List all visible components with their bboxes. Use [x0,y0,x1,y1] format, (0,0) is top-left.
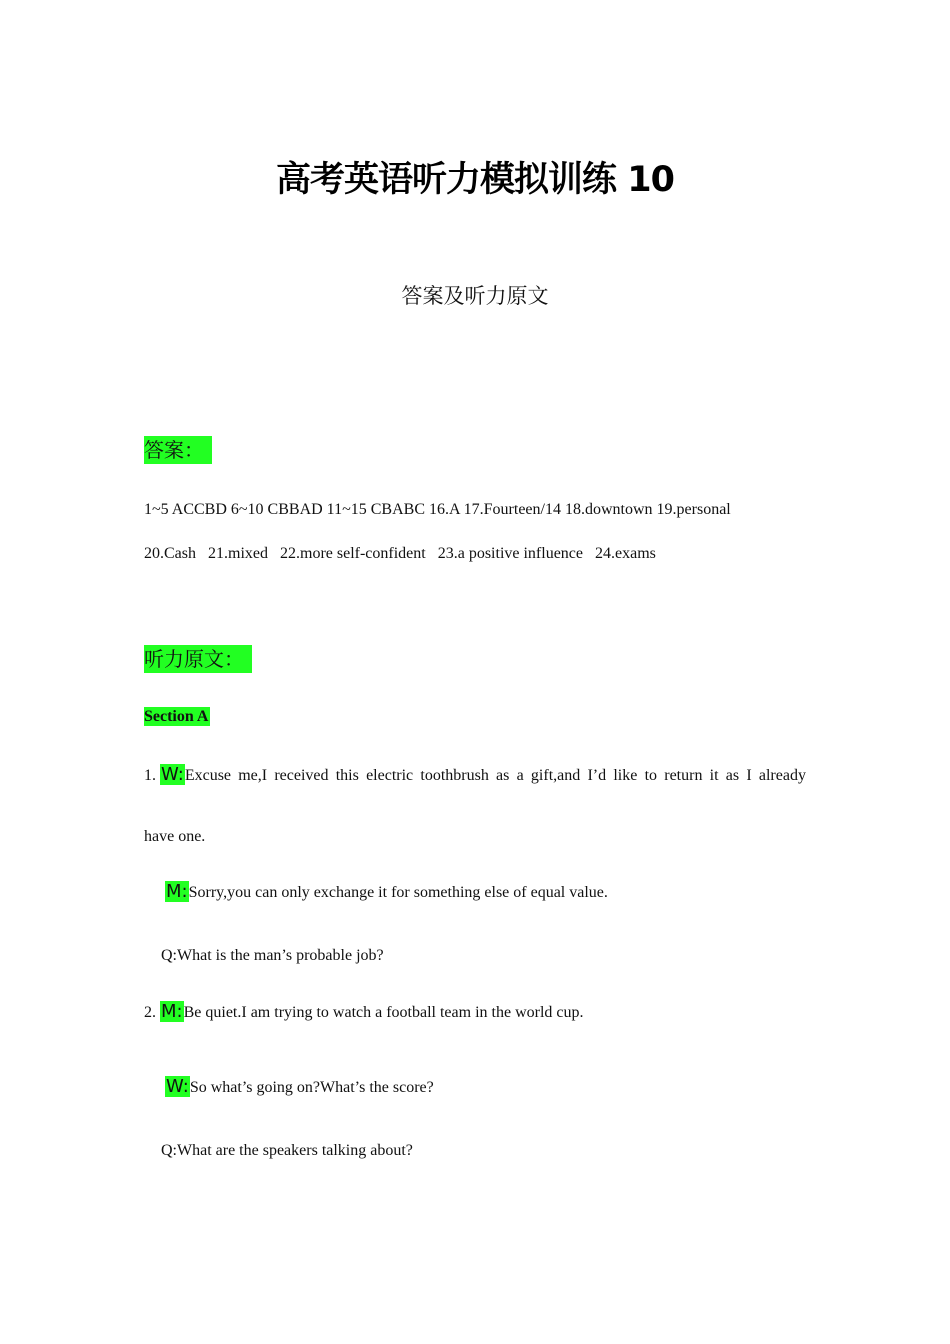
answers-heading: 答案： [144,436,212,464]
word: return [664,767,703,784]
word: this [335,767,359,784]
word: to [644,767,658,784]
word: toothbrush [420,767,489,784]
answers-heading-wrapper [144,434,212,463]
document-title: 高考英语听力模拟训练 10 [276,160,674,200]
speaker-label: M: [166,881,188,902]
item-1-prefix [144,764,231,785]
word: I [746,767,752,784]
word: like [613,767,638,784]
answers-line-2: 20.Cash 21.mixed 22.more self-confident 23.a positive influence 24.exams [144,545,656,562]
word: as [496,767,510,784]
word: Excuse [184,767,232,784]
item-number: 2. [144,1004,156,1021]
transcript-heading: 听力原文： [144,645,252,673]
dialogue-text: Sorry,you can only exchange it for something else of equal value. [188,884,608,901]
item-number: 1. [144,767,156,784]
item-2-line-2 [165,1077,434,1098]
item-2-question: Q:What are the speakers talking about? [161,1142,413,1159]
word: I’d [587,767,607,784]
item-1-line-1-continued: have one. [144,828,206,845]
dialogue-text: So what’s going on?What’s the score? [189,1079,434,1096]
speaker-label: W: [161,764,184,785]
answers-line-1: 1~5 ACCBD 6~10 CBBAD 11~15 CBABC 16.A 17.Fourteen/14 18.downtown 19.personal [144,501,731,518]
word: already [758,767,806,784]
item-1-question: Q:What is the man’s probable job? [161,947,384,964]
speaker-label: W: [166,1076,189,1097]
word: gift,and [530,767,581,784]
word: me,I [238,767,268,784]
document-subtitle: 答案及听力原文 [401,284,549,308]
word: electric [366,767,414,784]
dialogue-text: Be quiet.I am trying to watch a football team in the world cup. [183,1004,584,1021]
word: it [709,767,719,784]
word: as [725,767,740,784]
transcript-heading-wrapper [144,643,252,672]
section-label: Section A [144,708,209,725]
item-1-line-1 [144,764,806,785]
item-2-line-1 [144,1002,584,1023]
word: received [274,767,329,784]
word: a [516,767,524,784]
item-1-line-2 [165,882,608,903]
speaker-label: M: [161,1001,183,1022]
section-a-wrapper [144,708,210,726]
